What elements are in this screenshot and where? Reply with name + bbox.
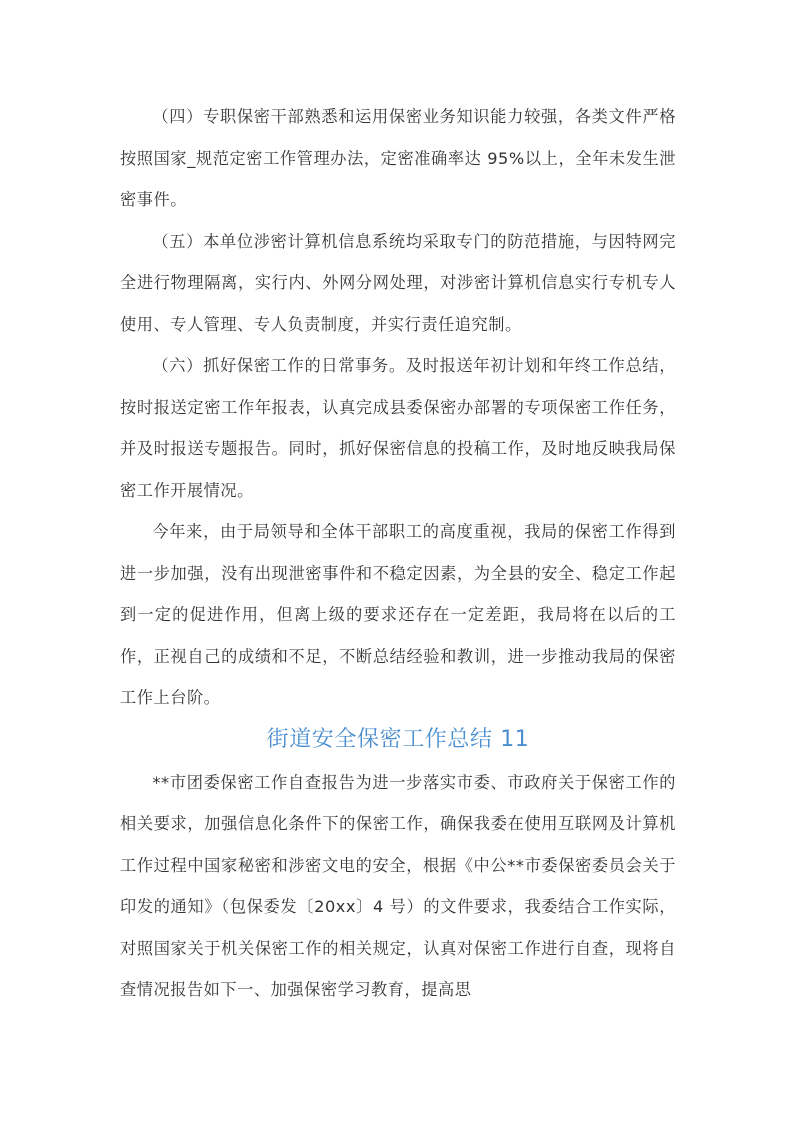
paragraph-5-computer-systems: （五）本单位涉密计算机信息系统均采取专门的防范措施，与因特网完全进行物理隔离，实行内、外网分网处理，对涉密计算机信息实行专机专人使用、专人管理、专人负责制度，并实行责任追究制。 bbox=[120, 231, 676, 334]
paragraph-6-daily-affairs: （六）抓好保密工作的日常事务。及时报送年初计划和年终工作总结，按时报送定密工作年报表，认真完成县委保密办部署的专项保密工作任务，并及时报送专题报告。同时，抓好保密信息的投稿工作，及时地反映我局保密工作开展情况。 bbox=[120, 356, 676, 500]
document-page bbox=[120, 96, 676, 1011]
paragraph-4-classification-staff: （四）专职保密干部熟悉和运用保密业务知识能力较强，各类文件严格按照国家_规范定密工作管理办法，定密准确率达 95%以上，全年未发生泄密事件。 bbox=[120, 107, 676, 209]
paragraph-self-inspection-report: **市团委保密工作自查报告为进一步落实市委、市政府关于保密工作的相关要求，加强信息化条件下的保密工作，确保我委在使用互联网及计算机工作过程中国家秘密和涉密文电的安全，根据《中公**市委保密委员会关于印发的通知》（包保委发〔20xx〕4 号）的文件要求，我委结合工作实际，对照国家关于机关保密工作的相关规定，认真对保密工作进行自查，现将自查情况报告如下一、加强保密学习教育，提高思 bbox=[120, 772, 676, 999]
paragraph-summary: 今年来，由于局领导和全体干部职工的高度重视，我局的保密工作得到进一步加强，没有出现泄密事件和不稳定因素，为全县的安全、稳定工作起到一定的促进作用，但离上级的要求还存在一定差距，我局将在以后的工作，正视自己的成绩和不足，不断总结经验和教训，进一步推动我局的保密工作上台阶。 bbox=[120, 522, 676, 707]
section-title: 街道安全保密工作总结 11 bbox=[266, 726, 530, 752]
